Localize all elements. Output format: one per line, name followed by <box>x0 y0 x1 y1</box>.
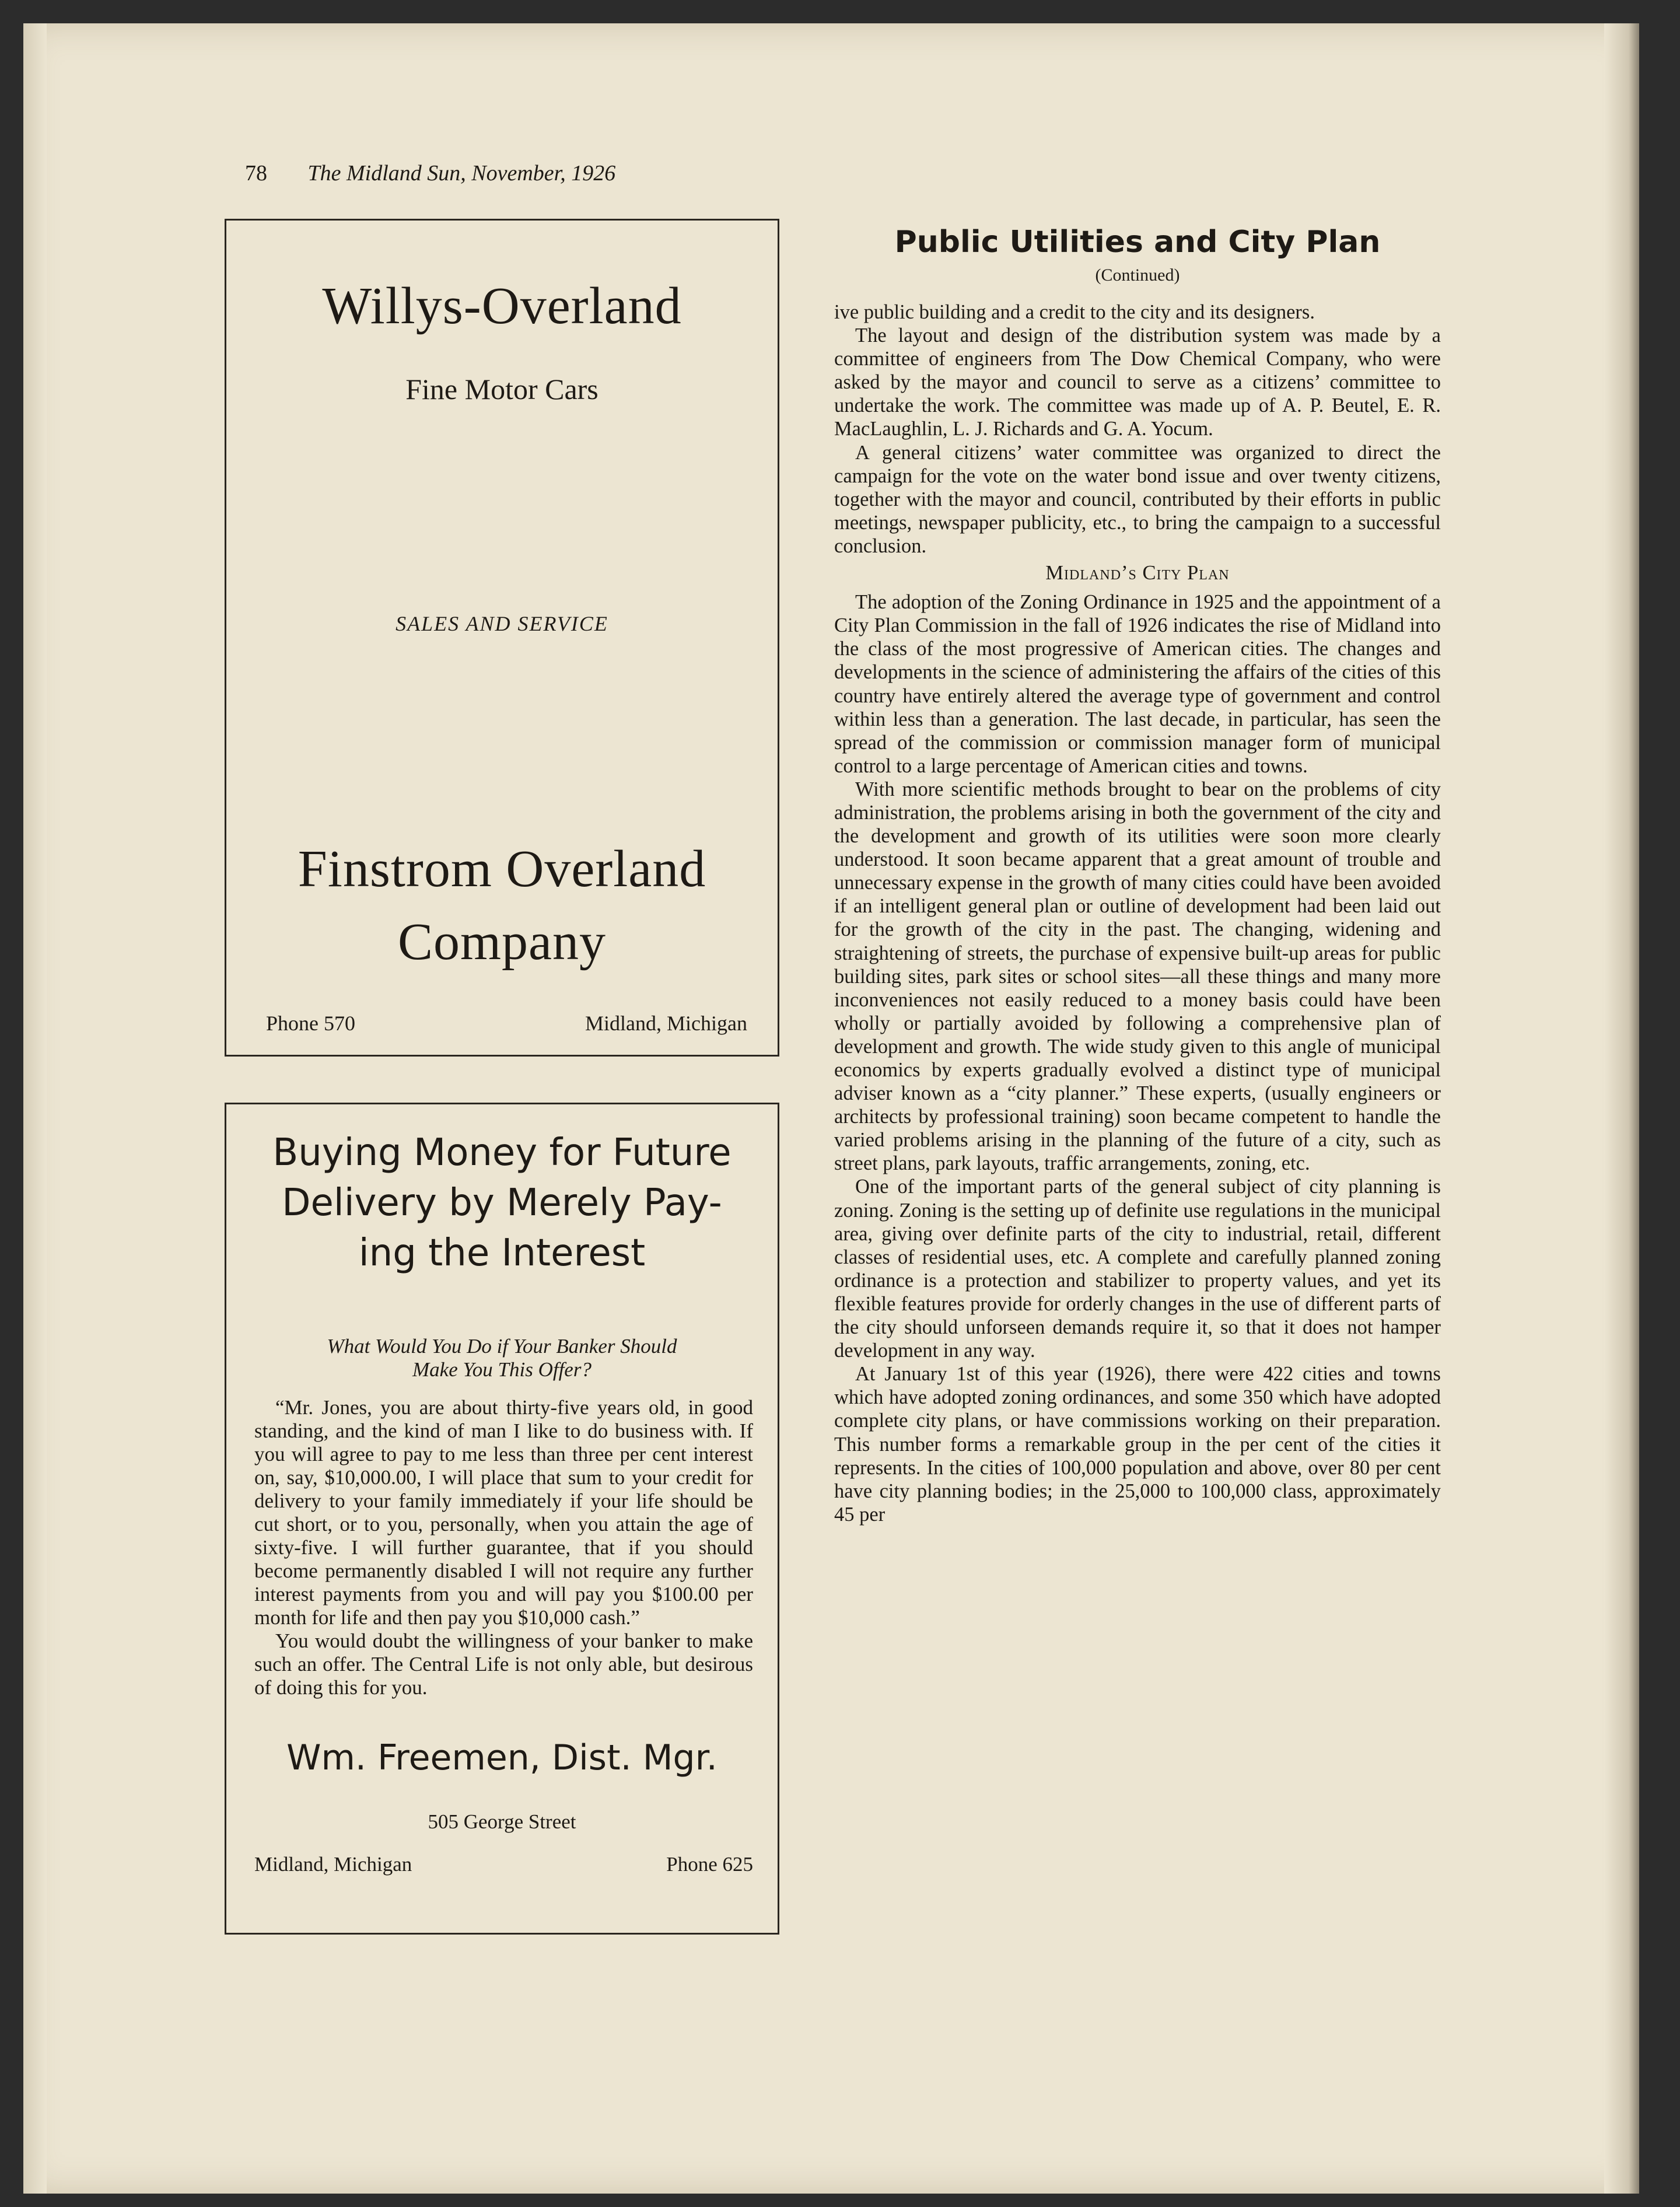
ad-service: SALES AND SERVICE <box>396 612 608 635</box>
ad-question-line1: What Would You Do if Your Banker Should <box>327 1335 677 1358</box>
ad-body <box>254 1396 753 1699</box>
ad-location: Midland, Michigan <box>254 1853 412 1876</box>
ad-brand: Willys-Overland <box>322 277 682 335</box>
article-paragraph: A general citizens’ water committee was organized to direct the campaign for the vote on the water bond issue and over twenty citizens, together with the mayor and council, contributed by their efforts in public meetings, newspaper publicity, etc., to bring the campaign to a successful conclusion. <box>834 441 1441 557</box>
ad-headline-line3: ing the Interest <box>358 1232 646 1275</box>
article-paragraph: With more scientific methods brought to bear on the problems of city administration, the problems arising in both the government of the city and the development and growth of its utilities were soon more clearly understood. It soon became apparent that a great amount of trouble and unnecessary expense in the growth of many cities could have been avoided if an intelligent general plan or outline of development had been laid out for the growth of the city in the past. The changing, widening and straightening of streets, the purchase of expensive built-up areas for public building sites, park sites or school sites—all these things and many more inconveniences not easily reduced to a money basis could have been wholly or partially avoided by following a comprehensive plan of development and growth. The wide study given to this angle of municipal economics by experts gradually evolved a distinct type of municipal adviser known as a “city planner.” These experts, (usually engineers or architects by professional training) soon became competent to handle the varied problems arising in the planning of the future of a city, such as street plans, park layouts, traffic arrangements, zoning, etc. <box>834 778 1441 1175</box>
ad-headline-line2: Delivery by Merely Pay- <box>282 1181 722 1225</box>
article-paragraph: ive public building and a credit to the city and its designers. <box>834 301 1315 323</box>
page-number: 78 <box>245 161 267 186</box>
central-life-ad <box>225 1103 779 1935</box>
article-subheading: Midland’s City Plan <box>1045 562 1230 585</box>
publication-line: The Midland Sun, November, 1926 <box>307 161 616 186</box>
ad-headline-line1: Buying Money for Future <box>272 1131 732 1174</box>
article-paragraph: One of the important parts of the general subject of city planning is zoning. Zoning is the setting up of definite use regulations in the municipal area, giving over definite parts of the city to industrial, retail, different classes of residential uses, etc. A complete and carefully planned zoning ordinance is a protection and stabilizer to property values, and yet its flexible features provide for orderly changes in the use of different parts of the city should unforseen demands require it, so that it does not hamper development in any way. <box>834 1176 1441 1362</box>
ad-question <box>250 1335 754 1381</box>
article-paragraph: The adoption of the Zoning Ordinance in 1925 and the appointment of a City Plan Commission in the fall of 1926 indicates the rise of Midland into the class of the most progressive of American cities. The changes and developments in the science of administering the affairs of the cities of this country have entirely altered the average type of government and control within less than a generation. The last decade, in particular, has seen the spread of the commission or commission manager form of municipal control to a large percentage of American cities and towns. <box>834 591 1441 777</box>
ad-phone: Phone 570 <box>266 1012 355 1035</box>
ad-paragraph: “Mr. Jones, you are about thirty-five years old, in good standing, and the kind of man I like to do business with. If you will agree to pay to me less than three per cent interest on, say, $10,000.00, I will place that sum to your credit for delivery to your family immediately if your life should be cut short, or to you, personally, when you attain the age of sixty-five. I will further guarantee, that if you should become permanently disabled I will not require any further interest payments from you and will pay you $100.00 per month for life and then pay you $10,000 cash.” <box>254 1396 753 1629</box>
ad-company-line2: Company <box>398 913 606 971</box>
ad-location: Midland, Michigan <box>585 1012 747 1035</box>
running-header <box>245 160 615 186</box>
article-title: Public Utilities and City Plan <box>894 225 1381 260</box>
ad-manager: Wm. Freemen, Dist. Mgr. <box>286 1737 718 1778</box>
article-continued: (Continued) <box>1095 265 1180 285</box>
page-left-edge <box>23 23 47 2194</box>
ad-company-line1: Finstrom Overland <box>298 840 706 898</box>
article-paragraph: At January 1st of this year (1926), there were 422 cities and towns which have adopted zoning ordinances, and some 350 which have adopted complete city plans, or have commissions working on their preparation. This number forms a remarkable group in the per cent of the cities it represents. In the cities of 100,000 population and above, over 80 per cent have city planning bodies; in the 25,000 to 100,000 class, approximately 45 per <box>834 1363 1441 1526</box>
article-body <box>834 300 1441 1526</box>
ad-paragraph: You would doubt the willingness of your banker to make such an offer. The Central Life is not only able, but desirous of doing this for you. <box>254 1629 753 1699</box>
article-paragraph: The layout and design of the distribution system was made by a committee of engineers from The Dow Chemical Company, who were asked by the mayor and council to serve as a citizens’ committee to undertake the work. The committee was made up of A. P. Beutel, E. R. MacLaughlin, L. J. Richards and G. A. Yocum. <box>834 324 1441 440</box>
ad-headline <box>226 1128 778 1278</box>
ad-address: 505 George Street <box>428 1810 576 1833</box>
ad-phone: Phone 625 <box>666 1853 753 1876</box>
book-spine-shadow <box>1604 23 1639 2194</box>
willys-overland-ad <box>225 219 779 1057</box>
ad-question-line2: Make You This Offer? <box>412 1358 592 1381</box>
ad-tagline: Fine Motor Cars <box>405 373 598 405</box>
